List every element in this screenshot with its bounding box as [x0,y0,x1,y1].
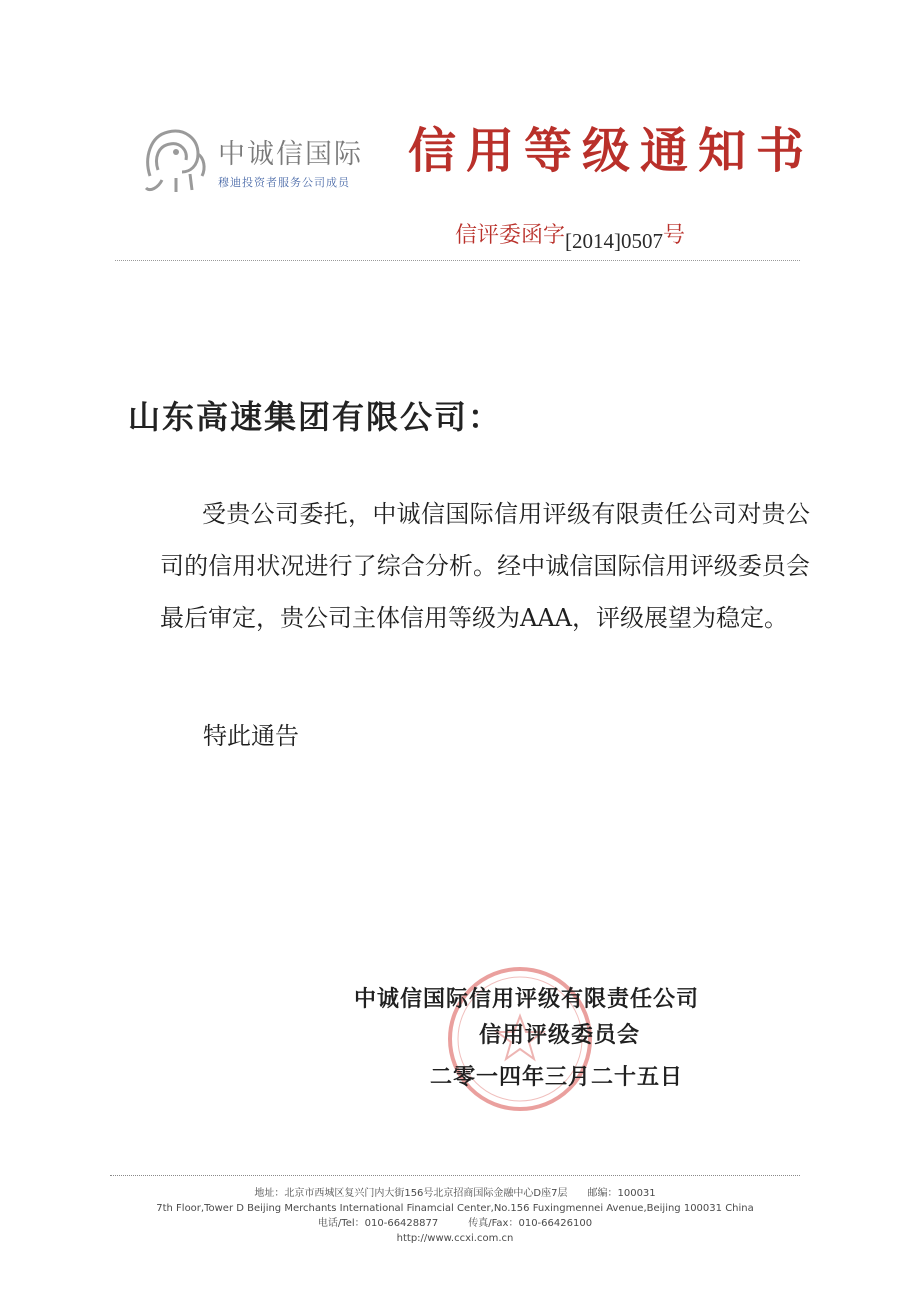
ref-suffix: 号 [663,223,686,248]
footer-address-en: 7th Floor,Tower D Beijing Merchants International Finamcial Center,No.156 Fuxingmennei Avenue,Beijing 100031 China [156,1203,754,1214]
footer [110,1186,800,1246]
signing-date: 二零一四年三月二十五日 [430,1065,684,1090]
ref-prefix: 信评委函字 [455,223,566,248]
signing-organization: 中诚信国际信用评级有限责任公司 [354,987,700,1012]
header-divider [115,260,800,261]
recipient: 山东高速集团有限公司： [128,398,503,436]
elephant-logo-icon [140,118,210,196]
document-title: 信用等级通知书 [408,123,815,179]
footer-website: http://www.ccxi.com.cn [396,1233,514,1244]
ccxi-logo [140,118,380,198]
letter-body: 受贵公司委托，中诚信国际信用评级有限责任公司对贵公司的信用状况进行了综合分析。经中诚信国际信用评级委员会最后审定，贵公司主体信用等级为AAA，评级展望为稳定。 [160,500,810,632]
reference-number [455,218,686,253]
signature-block [340,970,800,1100]
logo-slogan: 穆迪投资者服务公司成员 [218,176,350,189]
footer-divider [110,1175,800,1176]
ref-code: [2014]0507 [565,229,664,253]
logo-company-name: 中诚信国际 [218,139,363,170]
footer-phone-fax: 电话/Tel：010-66428877 传真/Fax：010-66426100 [317,1218,593,1229]
footer-address-cn: 地址：北京市西城区复兴门内大街156号北京招商国际金融中心D座7层 邮编：100031 [254,1188,656,1199]
letter-closing: 特此通告 [203,722,299,750]
signing-committee: 信用评级委员会 [479,1023,641,1048]
